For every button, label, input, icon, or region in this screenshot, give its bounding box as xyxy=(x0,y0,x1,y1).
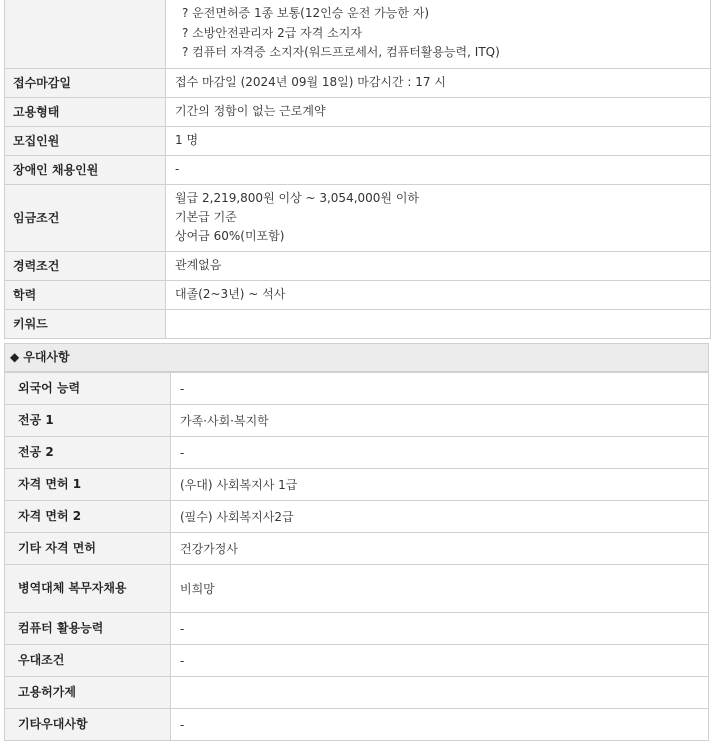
pref-row-foreign-language xyxy=(5,373,709,405)
preferences-table xyxy=(4,372,709,741)
keywords-row xyxy=(5,309,711,338)
pref-row-other-preferences xyxy=(5,709,709,741)
pref-row-preferential-condition xyxy=(5,645,709,677)
headcount-label: 모집인원 xyxy=(5,126,166,155)
experience-row xyxy=(5,251,711,280)
pref-label: 병역대체 복무자채용 xyxy=(5,565,171,613)
pref-value: - xyxy=(171,437,709,469)
pref-row-major-2 xyxy=(5,437,709,469)
deadline-label: 접수마감일 xyxy=(5,68,166,97)
disabled-hires-value: - xyxy=(166,155,711,184)
education-value: 대졸(2~3년) ~ 석사 xyxy=(166,280,711,309)
pref-label: 전공 2 xyxy=(5,437,171,469)
requirement-item: ? 소방안전관리자 2급 자격 소지자 xyxy=(182,25,362,40)
pref-value: - xyxy=(171,613,709,645)
diamond-bullet-icon: ◆ xyxy=(10,350,20,364)
requirements-value-cell xyxy=(166,0,711,68)
experience-value: 관계없음 xyxy=(166,251,711,280)
disabled-hires-label: 장애인 채용인원 xyxy=(5,155,166,184)
pref-row-major-1 xyxy=(5,405,709,437)
pref-value xyxy=(171,677,709,709)
keywords-label: 키워드 xyxy=(5,309,166,338)
employment-type-value: 기간의 정함이 없는 근로계약 xyxy=(166,97,711,126)
deadline-row xyxy=(5,68,711,97)
pref-value: - xyxy=(171,709,709,741)
pref-label: 고용허가제 xyxy=(5,677,171,709)
pref-value: - xyxy=(171,373,709,405)
education-label: 학력 xyxy=(5,280,166,309)
pref-label: 자격 면허 2 xyxy=(5,501,171,533)
pref-value: (우대) 사회복지사 1급 xyxy=(171,469,709,501)
pref-value: 건강가정사 xyxy=(171,533,709,565)
requirement-item: ? 컴퓨터 자격증 소지자(워드프로세서, 컴퓨터활용능력, ITQ) xyxy=(182,45,500,59)
pref-label: 우대조건 xyxy=(5,645,171,677)
employment-type-row xyxy=(5,97,711,126)
pref-value: 비희망 xyxy=(171,565,709,613)
pref-label: 기타우대사항 xyxy=(5,709,171,741)
pref-row-employment-permit xyxy=(5,677,709,709)
wage-line: 월급 2,219,800원 이상 ~ 3,054,000원 이하 xyxy=(175,191,420,205)
pref-value: 가족·사회·복지학 xyxy=(171,405,709,437)
pref-row-computer-skills xyxy=(5,613,709,645)
requirement-item: ? 운전면허증 1종 보통(12인승 운전 가능한 자) xyxy=(182,6,429,20)
pref-value: - xyxy=(171,645,709,677)
wage-line: 상여금 60%(미포함) xyxy=(175,229,285,243)
pref-value: (필수) 사회복지사2급 xyxy=(171,501,709,533)
keywords-value xyxy=(166,309,711,338)
pref-label: 기타 자격 면허 xyxy=(5,533,171,565)
requirements-row xyxy=(5,0,711,68)
wage-line: 기본급 기준 xyxy=(175,210,237,224)
requirements-label-cell xyxy=(5,0,166,68)
experience-label: 경력조건 xyxy=(5,251,166,280)
disabled-hires-row xyxy=(5,155,711,184)
pref-row-license-2 xyxy=(5,501,709,533)
headcount-row xyxy=(5,126,711,155)
pref-row-military-substitute xyxy=(5,565,709,613)
headcount-value: 1 명 xyxy=(166,126,711,155)
wage-row xyxy=(5,184,711,251)
job-conditions-table xyxy=(4,0,711,339)
pref-label: 자격 면허 1 xyxy=(5,469,171,501)
preferences-title: 우대사항 xyxy=(23,350,70,364)
wage-label: 임금조건 xyxy=(5,184,166,251)
pref-row-license-1 xyxy=(5,469,709,501)
preferences-section-header xyxy=(4,343,709,372)
pref-label: 외국어 능력 xyxy=(5,373,171,405)
employment-type-label: 고용형태 xyxy=(5,97,166,126)
pref-row-other-license xyxy=(5,533,709,565)
wage-value xyxy=(166,184,711,251)
pref-label: 컴퓨터 활용능력 xyxy=(5,613,171,645)
education-row xyxy=(5,280,711,309)
pref-label: 전공 1 xyxy=(5,405,171,437)
deadline-value: 접수 마감일 (2024년 09월 18일) 마감시간 : 17 시 xyxy=(166,68,711,97)
